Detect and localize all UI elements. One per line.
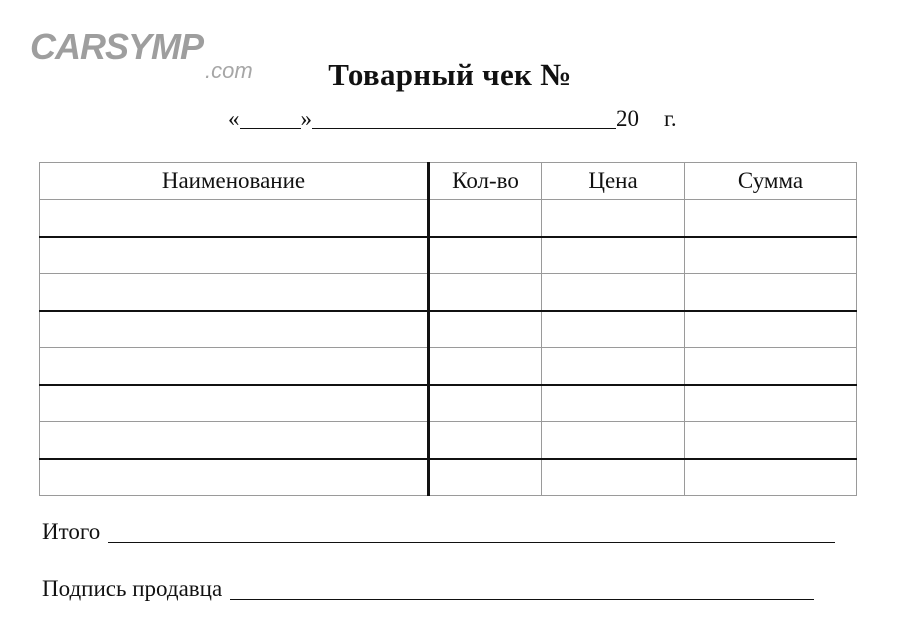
cell-name[interactable] xyxy=(40,348,429,385)
cell-price[interactable] xyxy=(542,459,685,496)
cell-quantity[interactable] xyxy=(429,200,542,237)
cell-name[interactable] xyxy=(40,274,429,311)
table-row xyxy=(40,274,857,311)
items-table xyxy=(39,162,857,496)
date-open-quote: « xyxy=(228,106,240,131)
header-sum: Сумма xyxy=(685,163,857,200)
cell-quantity[interactable] xyxy=(429,385,542,422)
date-year-prefix: 20 xyxy=(616,106,639,131)
cell-quantity[interactable] xyxy=(429,348,542,385)
table-row xyxy=(40,422,857,459)
logo-domain-text: .com xyxy=(205,58,253,83)
header-price: Цена xyxy=(542,163,685,200)
cell-name[interactable] xyxy=(40,237,429,274)
cell-sum[interactable] xyxy=(685,237,857,274)
cell-sum[interactable] xyxy=(685,274,857,311)
total-label: Итого xyxy=(42,519,101,544)
table-row xyxy=(40,385,857,422)
total-blank[interactable] xyxy=(108,520,835,543)
date-month-blank[interactable] xyxy=(312,106,616,129)
header-quantity: Кол-во xyxy=(429,163,542,200)
cell-price[interactable] xyxy=(542,237,685,274)
receipt-title: Товарный чек № xyxy=(328,57,572,92)
cell-sum[interactable] xyxy=(685,200,857,237)
cell-sum[interactable] xyxy=(685,385,857,422)
cell-price[interactable] xyxy=(542,274,685,311)
date-close-quote: » xyxy=(300,106,312,131)
cell-sum[interactable] xyxy=(685,422,857,459)
cell-name[interactable] xyxy=(40,422,429,459)
table-row xyxy=(40,348,857,385)
signature-label: Подпись продавца xyxy=(42,576,223,601)
cell-name[interactable] xyxy=(40,385,429,422)
cell-quantity[interactable] xyxy=(429,274,542,311)
table-header-row xyxy=(40,163,857,200)
logo-brand-text: CARSYMP xyxy=(30,28,204,67)
date-line xyxy=(228,106,677,132)
total-line xyxy=(42,519,835,545)
cell-price[interactable] xyxy=(542,348,685,385)
date-day-blank[interactable] xyxy=(240,106,301,129)
cell-price[interactable] xyxy=(542,200,685,237)
cell-sum[interactable] xyxy=(685,311,857,348)
cell-price[interactable] xyxy=(542,385,685,422)
table-row xyxy=(40,311,857,348)
cell-quantity[interactable] xyxy=(429,311,542,348)
cell-price[interactable] xyxy=(542,311,685,348)
cell-name[interactable] xyxy=(40,311,429,348)
table-row xyxy=(40,237,857,274)
cell-sum[interactable] xyxy=(685,459,857,496)
signature-blank[interactable] xyxy=(230,577,814,600)
cell-name[interactable] xyxy=(40,459,429,496)
cell-quantity[interactable] xyxy=(429,237,542,274)
cell-quantity[interactable] xyxy=(429,459,542,496)
header-name: Наименование xyxy=(40,163,429,200)
cell-name[interactable] xyxy=(40,200,429,237)
cell-quantity[interactable] xyxy=(429,422,542,459)
table-row xyxy=(40,200,857,237)
date-year-suffix: г. xyxy=(664,106,677,131)
cell-sum[interactable] xyxy=(685,348,857,385)
signature-line xyxy=(42,576,814,602)
table-row xyxy=(40,459,857,496)
cell-price[interactable] xyxy=(542,422,685,459)
